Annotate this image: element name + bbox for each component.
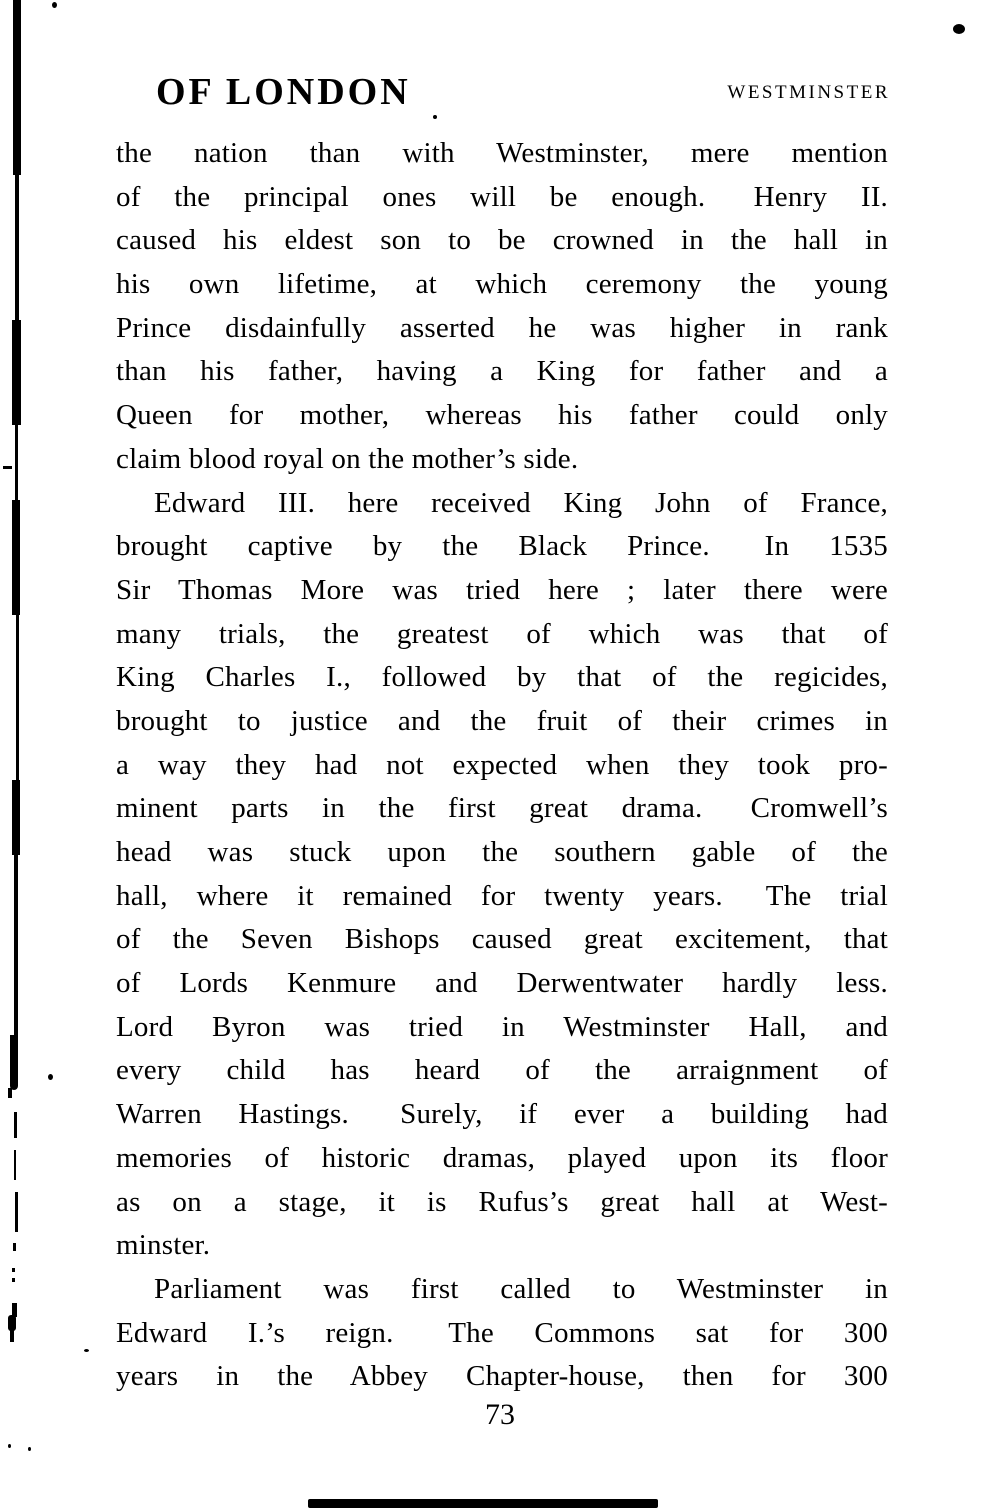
- text-line: of the principal ones will be enough. Henry II.: [116, 180, 888, 213]
- ink-dot: [8, 1444, 11, 1448]
- scan-artifact-speck: [12, 1268, 15, 1272]
- scan-artifact-binding-line: [15, 425, 18, 500]
- text-line: Queen for mother, whereas his father could only: [116, 399, 888, 432]
- scan-artifact-binding-line: [12, 320, 21, 425]
- text-line: Sir Thomas More was tried here ; later there were: [116, 573, 888, 606]
- text-line: his own lifetime, at which ceremony the young: [116, 268, 888, 301]
- running-head: WESTMINSTER: [727, 82, 890, 103]
- book-title: OF LONDON: [156, 71, 411, 113]
- ink-dot: [84, 1349, 89, 1352]
- text-line: claim blood royal on the mother’s side.: [116, 442, 579, 475]
- text-line: minent parts in the first great drama. Cromwell’s: [116, 792, 888, 825]
- scan-artifact-dash: [15, 1192, 18, 1232]
- scan-artifact-dash: [3, 466, 12, 469]
- scan-artifact-speck: [12, 1278, 15, 1282]
- text-line: minster.: [116, 1229, 211, 1262]
- text-line: King Charles I., followed by that of the regicides,: [116, 661, 888, 694]
- ink-dot: [953, 24, 965, 34]
- ink-dot: [28, 1447, 31, 1451]
- scan-artifact-binding-line: [14, 855, 18, 1035]
- text-line: Warren Hastings. Surely, if ever a building had: [116, 1098, 888, 1131]
- scan-artifact-binding-line: [10, 1035, 18, 1090]
- text-line: Prince disdainfully asserted he was higher in rank: [116, 311, 888, 344]
- text-line: of the Seven Bishops caused great excitement, that: [116, 923, 888, 956]
- scan-artifact-dash: [13, 1243, 16, 1251]
- text-line: Parliament was first called to Westminster in: [154, 1272, 888, 1305]
- text-line: memories of historic dramas, played upon its floor: [116, 1141, 888, 1174]
- ink-dot: [52, 2, 57, 8]
- ink-dot: [48, 1074, 53, 1080]
- scan-artifact-bottom-bar: [308, 1499, 658, 1508]
- text-line: a way they had not expected when they took pro-: [116, 748, 888, 781]
- text-line: Edward III. here received King John of France,: [154, 486, 888, 519]
- text-line: as on a stage, it is Rufus’s great hall at West-: [116, 1185, 888, 1218]
- scan-artifact-binding-line: [15, 175, 19, 320]
- scan-artifact-dash: [14, 1150, 16, 1180]
- scan-artifact-dash: [14, 1112, 17, 1138]
- scan-artifact-binding-line: [13, 0, 21, 175]
- text-line: Lord Byron was tried in Westminster Hall, and: [116, 1010, 888, 1043]
- text-line: than his father, having a King for father and a: [116, 355, 888, 388]
- text-line: caused his eldest son to be crowned in the hall in: [116, 224, 888, 257]
- scan-artifact-hook: [8, 1315, 16, 1331]
- text-line: hall, where it remained for twenty years. The trial: [116, 879, 888, 912]
- text-block: [116, 132, 888, 1399]
- scan-artifact-binding-line: [16, 615, 19, 780]
- page-number: 73: [485, 1398, 515, 1431]
- text-line: of Lords Kenmure and Derwentwater hardly less.: [116, 967, 888, 1000]
- scan-artifact-binding-line: [8, 1088, 12, 1098]
- text-line: brought captive by the Black Prince. In 1535: [116, 530, 888, 563]
- scan-artifact-binding-line: [12, 780, 20, 855]
- text-line: many trials, the greatest of which was that of: [116, 617, 888, 650]
- text-line: years in the Abbey Chapter-house, then for 300: [116, 1360, 888, 1393]
- scan-artifact-hook: [10, 1330, 14, 1342]
- text-line: the nation than with Westminster, mere mention: [116, 137, 888, 169]
- text-line: Edward I.’s reign. The Commons sat for 300: [116, 1316, 888, 1349]
- text-line: head was stuck upon the southern gable of the: [116, 836, 888, 868]
- scan-artifact-binding-line: [12, 500, 20, 615]
- ink-dot: [433, 115, 437, 119]
- text-line: brought to justice and the fruit of their crimes in: [116, 704, 888, 737]
- text-line: every child has heard of the arraignment of: [116, 1054, 888, 1087]
